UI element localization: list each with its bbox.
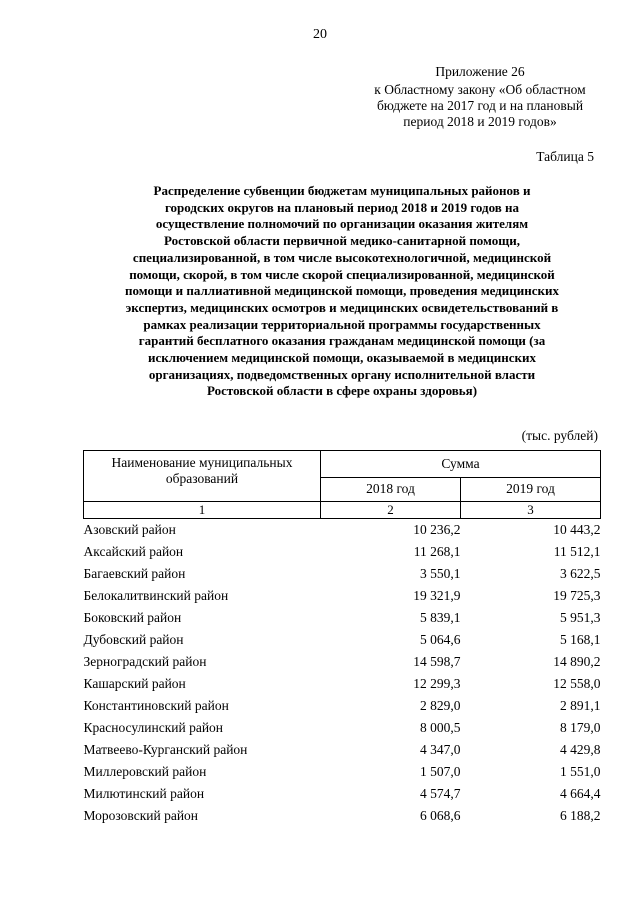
row-value-2018: 19 321,9 bbox=[413, 588, 461, 603]
row-value-2019: 4 664,4 bbox=[560, 786, 601, 801]
header-municipality: Наименование муниципальных образований bbox=[84, 451, 321, 502]
row-name: Багаевский район bbox=[83, 566, 186, 581]
row-value-2018: 8 000,5 bbox=[420, 720, 461, 735]
row-name: Красносулинский район bbox=[83, 720, 224, 735]
row-name: Кашарский район bbox=[83, 676, 186, 691]
row-value-2019: 1 551,0 bbox=[560, 764, 601, 779]
row-name: Аксайский район bbox=[83, 544, 184, 559]
row-value-2019: 6 188,2 bbox=[560, 808, 601, 823]
row-value-2018: 4 574,7 bbox=[420, 786, 461, 801]
header-sum: Сумма bbox=[321, 451, 601, 478]
column-number-1: 1 bbox=[84, 502, 321, 519]
row-name: Белокалитвинский район bbox=[83, 588, 229, 603]
row-value-2018: 5 839,1 bbox=[420, 610, 461, 625]
table-row bbox=[84, 783, 601, 805]
column-number-3: 3 bbox=[461, 502, 601, 519]
header-year-2019: 2019 год bbox=[461, 477, 601, 501]
table-row bbox=[84, 607, 601, 629]
row-name: Дубовский район bbox=[83, 632, 184, 647]
row-value-2019: 10 443,2 bbox=[553, 522, 601, 537]
row-name: Боковский район bbox=[83, 610, 182, 625]
row-name: Константиновский район bbox=[83, 698, 229, 713]
table-row bbox=[84, 629, 601, 651]
row-name: Морозовский район bbox=[83, 808, 199, 823]
row-value-2018: 12 299,3 bbox=[413, 676, 461, 691]
table-row bbox=[84, 563, 601, 585]
row-value-2018: 11 268,1 bbox=[413, 544, 461, 559]
table-row bbox=[84, 739, 601, 761]
row-value-2019: 5 951,3 bbox=[560, 610, 601, 625]
row-name: Миллеровский район bbox=[83, 764, 207, 779]
page-number: 20 bbox=[313, 27, 327, 42]
appendix-title: Приложение 26 bbox=[435, 64, 525, 79]
table-header bbox=[84, 451, 601, 519]
row-value-2018: 5 064,6 bbox=[420, 632, 461, 647]
row-value-2018: 4 347,0 bbox=[420, 742, 461, 757]
document-title: Распределение субвенции бюджетам муниципальных районов и городских округов на плановый период 2018 и 2019 годов на осуществление полномочий по организации оказания жителям Ростовской области первичной медико-санитарной помощи, специализированной, в том числе высокотехнологичной, медицинской помощи, скорой, в том числе скорой специализированной, медицинской помощи и паллиативной медицинской помощи, проведения медицинских экспертиз, медицинских осмотров и медицинских освидетельствований в рамках реализации территориальной программы государственных гарантий бесплатного оказания гражданам медицинской помощи (за исключением медицинской помощи, оказываемой в медицинских организациях, подведомственных органу исполнительной власти Ростовской области в сфере охраны здоровья) bbox=[125, 183, 559, 399]
column-number-2: 2 bbox=[321, 502, 461, 519]
table-row bbox=[84, 761, 601, 783]
units-label: (тыс. рублей) bbox=[521, 428, 598, 443]
table-row bbox=[84, 651, 601, 673]
row-name: Зерноградский район bbox=[83, 654, 207, 669]
row-value-2018: 3 550,1 bbox=[420, 566, 461, 581]
row-name: Азовский район bbox=[83, 522, 176, 537]
appendix-reference: к Областному закону «Об областном бюджете на 2017 год и на плановый период 2018 и 2019 годов» bbox=[374, 82, 586, 129]
row-value-2019: 8 179,0 bbox=[560, 720, 601, 735]
table-label: Таблица 5 bbox=[536, 149, 594, 164]
row-value-2019: 12 558,0 bbox=[553, 676, 601, 691]
table-row bbox=[84, 695, 601, 717]
table-row bbox=[84, 805, 601, 827]
row-value-2019: 5 168,1 bbox=[560, 632, 601, 647]
row-value-2018: 6 068,6 bbox=[420, 808, 461, 823]
row-value-2019: 14 890,2 bbox=[553, 654, 601, 669]
row-value-2018: 10 236,2 bbox=[413, 522, 461, 537]
row-value-2019: 2 891,1 bbox=[560, 698, 601, 713]
table-body bbox=[84, 519, 601, 828]
row-value-2018: 2 829,0 bbox=[420, 698, 461, 713]
table-row bbox=[84, 717, 601, 739]
table-row bbox=[84, 519, 601, 542]
table-row bbox=[84, 585, 601, 607]
row-value-2019: 3 622,5 bbox=[560, 566, 601, 581]
row-value-2018: 1 507,0 bbox=[420, 764, 461, 779]
table-row bbox=[84, 541, 601, 563]
subvention-table bbox=[83, 450, 601, 827]
row-value-2018: 14 598,7 bbox=[413, 654, 461, 669]
row-name: Матвеево-Курганский район bbox=[83, 742, 248, 757]
row-name: Милютинский район bbox=[83, 786, 205, 801]
row-value-2019: 19 725,3 bbox=[553, 588, 601, 603]
row-value-2019: 11 512,1 bbox=[553, 544, 601, 559]
row-value-2019: 4 429,8 bbox=[560, 742, 601, 757]
table-row bbox=[84, 673, 601, 695]
header-year-2018: 2018 год bbox=[321, 477, 461, 501]
